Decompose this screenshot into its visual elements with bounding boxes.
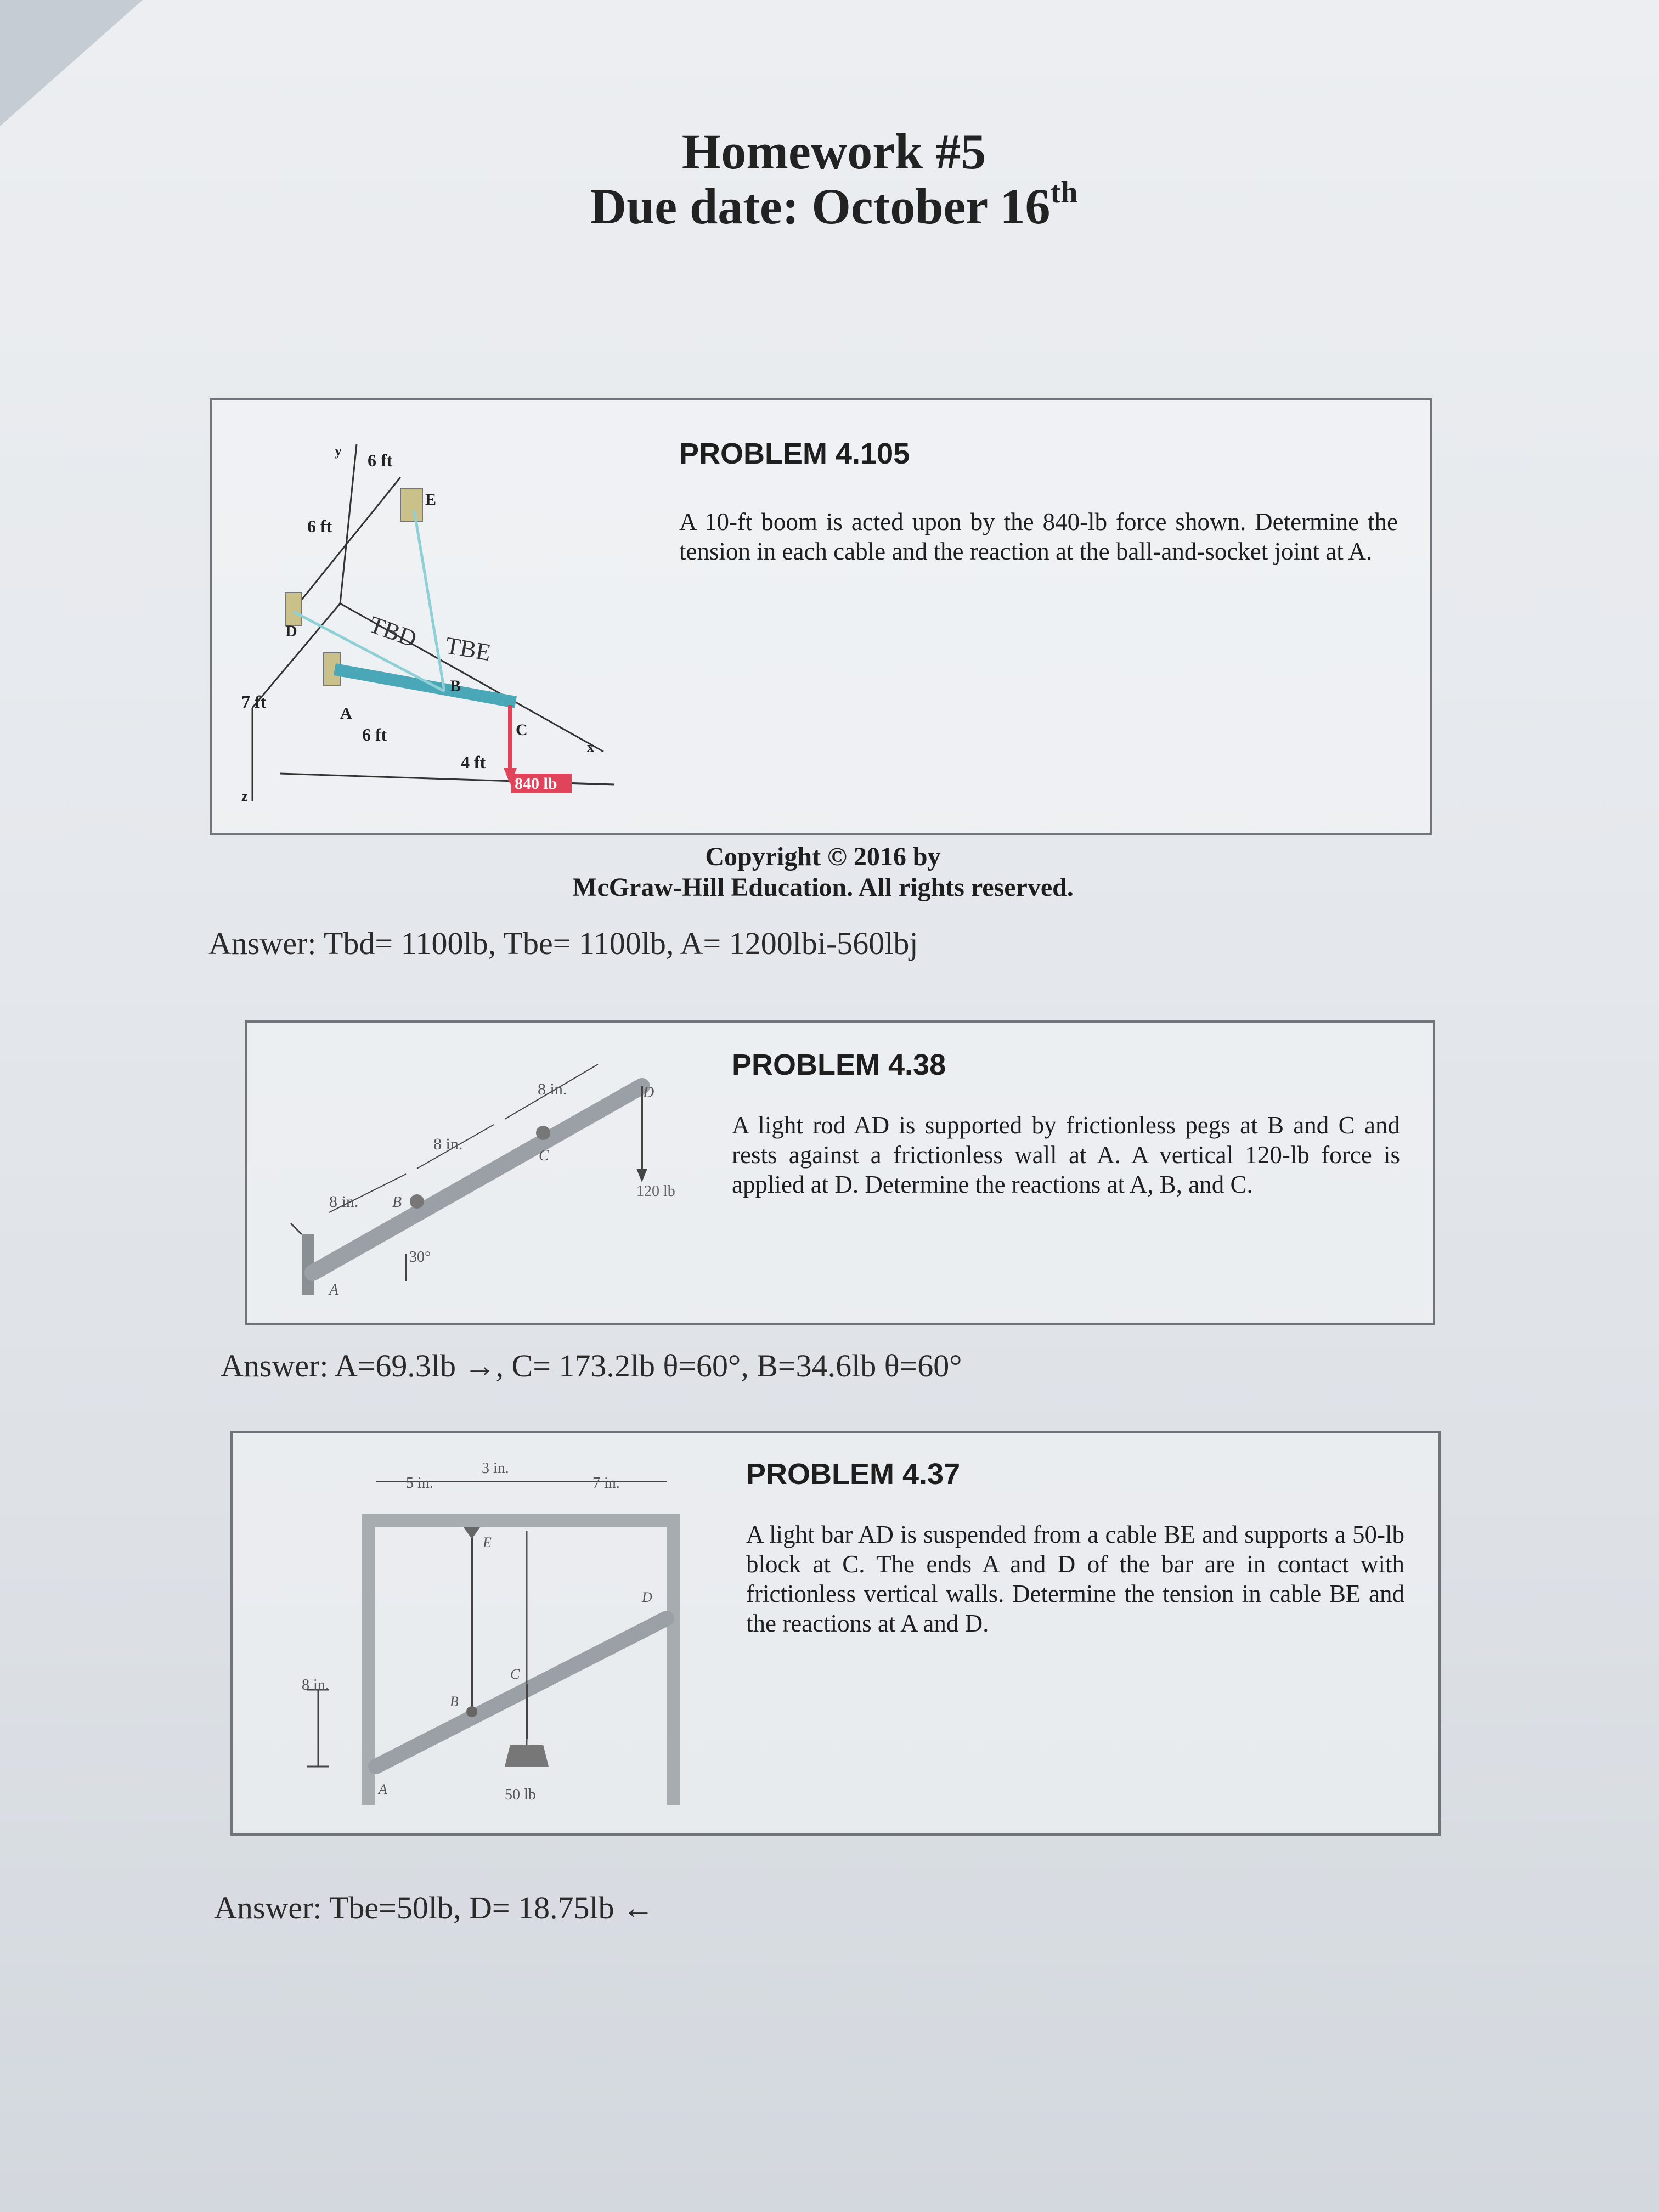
label-c: C (510, 1666, 520, 1682)
problem-4-38-title: PROBLEM 4.38 (732, 1048, 946, 1081)
label-e: E (483, 1534, 492, 1550)
dim-3in: 3 in. (482, 1460, 509, 1477)
label-c: C (516, 721, 528, 739)
dim-7in: 7 in. (592, 1475, 620, 1492)
problem-4-37-figure (285, 1448, 735, 1821)
label-a: A (329, 1282, 339, 1299)
label-d: D (642, 1589, 652, 1605)
problem-4-38-text: A light rod AD is supported by frictionless pegs at B and C and rests against a frictionless wall at A. A vertical 120-lb force is applied at D. Determine the reactions at A, B, and C. (732, 1111, 1400, 1198)
label-z: z (241, 788, 248, 804)
handwritten-tbe: TBE (443, 631, 493, 667)
problem-4-105-title: PROBLEM 4.105 (679, 437, 910, 470)
problem-4-105-text: A 10-ft boom is acted upon by the 840-lb force shown. Determine the tension in each cable and the reaction at the ball-and-socket joint at A. (679, 508, 1398, 565)
dim-4ft: 4 ft (461, 752, 486, 772)
problem-4-105-figure (230, 422, 647, 817)
dim-5in: 5 in. (406, 1475, 433, 1492)
problem-4-105-answer: Answer: Tbd= 1100lb, Tbe= 1100lb, A= 1200lbi-560lbj (208, 926, 918, 961)
problem-4-37-answer: Answer: Tbe=50lb, D= 18.75lb ← (214, 1890, 654, 1926)
label-a: A (340, 704, 352, 723)
force-120-label: 120 lb (636, 1183, 675, 1200)
copyright-notice: Copyright © 2016 by McGraw-Hill Education. All rights reserved. (572, 842, 1074, 902)
label-d: D (643, 1084, 654, 1101)
label-y: y (335, 443, 342, 459)
label-x: x (587, 739, 594, 755)
dim-8in-1: 8 in. (329, 1193, 359, 1211)
block-50lb-label: 50 lb (505, 1786, 536, 1803)
problem-4-37-title: PROBLEM 4.37 (746, 1458, 961, 1491)
homework-title: Homework #5 (681, 123, 986, 179)
handwritten-tbd: TBD (365, 611, 421, 653)
label-b: B (450, 677, 461, 695)
label-e: E (425, 490, 437, 509)
force-840-label: 840 lb (515, 775, 557, 793)
problem-4-38-figure (285, 1031, 724, 1306)
dim-6ft-left: 6 ft (307, 516, 332, 536)
due-date-suffix: th (1050, 176, 1078, 210)
dim-6ft-top: 6 ft (368, 450, 393, 470)
problem-4-38-answer: Answer: A=69.3lb →, C= 173.2lb θ=60°, B=34.6lb θ=60° (221, 1348, 962, 1384)
label-a: A (379, 1781, 387, 1797)
label-b: B (450, 1694, 459, 1709)
angle-30: 30° (409, 1249, 431, 1266)
problem-4-37-text: A light bar AD is suspended from a cable BE and supports a 50-lb block at C. The ends A and D of the bar are in contact with frictionless vertical walls. Determine the tension in cable BE and the reactions at A and D. (746, 1521, 1404, 1637)
dim-8in-2: 8 in. (433, 1135, 463, 1153)
page-title (549, 124, 1119, 234)
due-date: Due date: October 16th (590, 176, 1078, 234)
label-d: D (285, 622, 297, 640)
label-c: C (539, 1147, 549, 1164)
dim-8in: 8 in. (302, 1677, 329, 1694)
page-fold-corner (0, 0, 143, 126)
label-b: B (392, 1194, 402, 1211)
dim-8in-3: 8 in. (538, 1080, 567, 1098)
dim-7ft: 7 ft (241, 692, 267, 712)
dim-6ft-boom: 6 ft (362, 725, 387, 744)
